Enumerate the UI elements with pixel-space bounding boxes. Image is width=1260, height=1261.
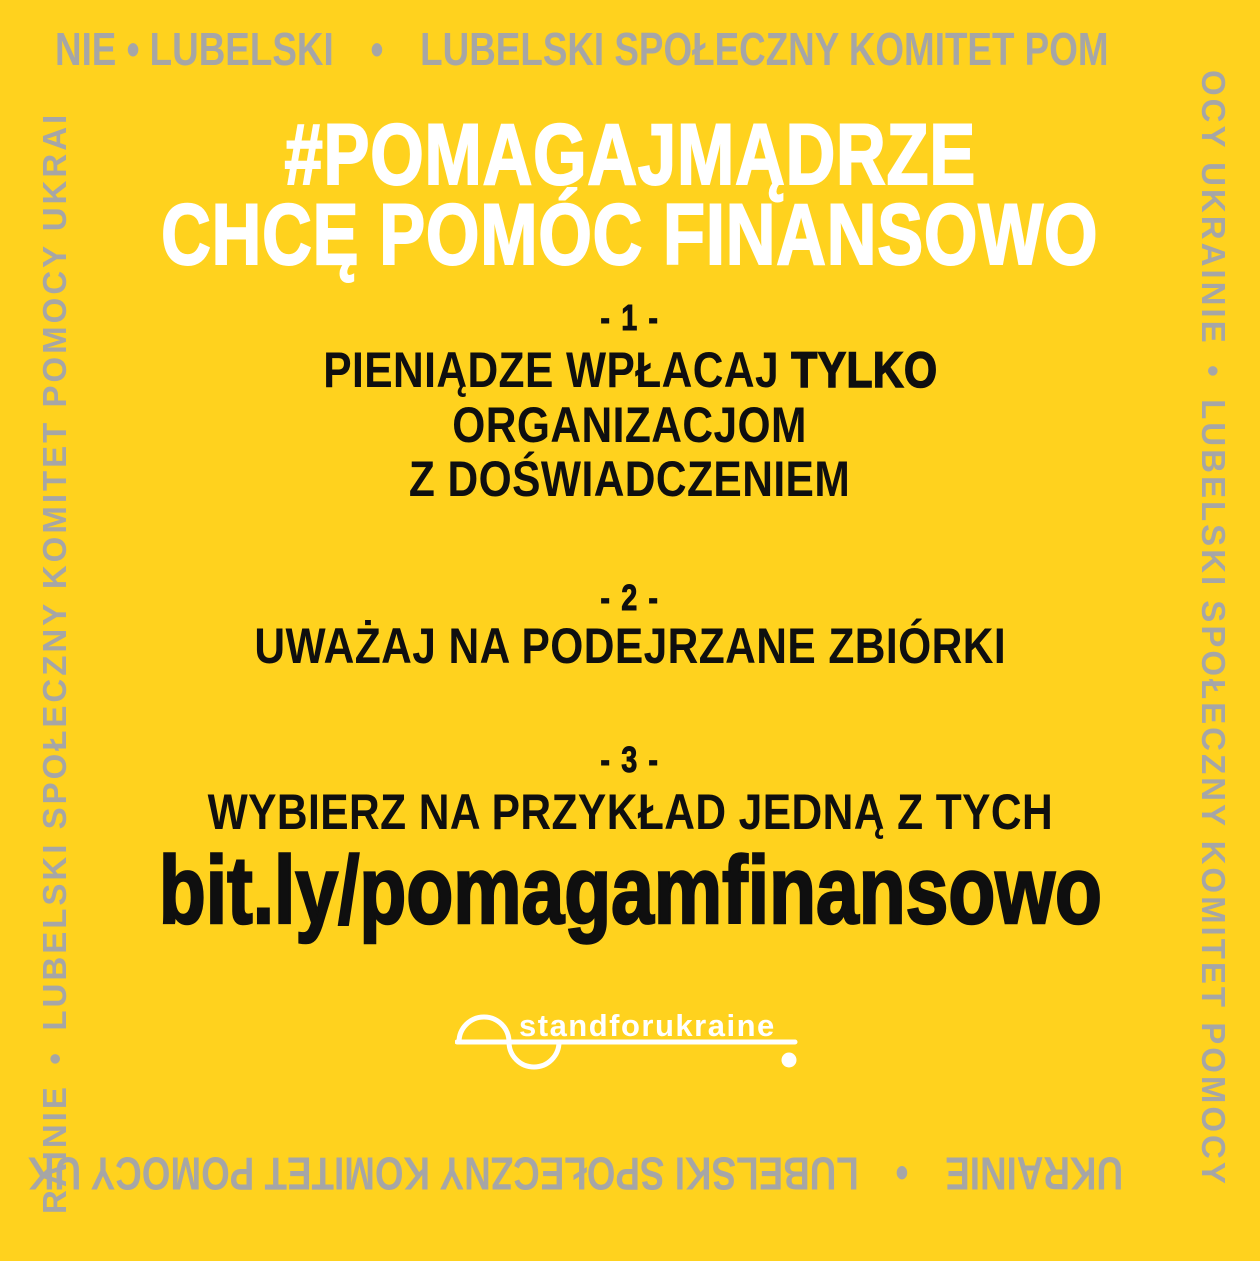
border-text-right-label: OCY UKRAINIE • LUBELSKI SPOŁECZNY KOMITET POMOCY bbox=[1195, 70, 1232, 1187]
step3-line1-text: WYBIERZ NA PRZYKŁAD JEDNĄ Z TYCH bbox=[207, 784, 1053, 840]
step1-line2-text: ORGANIZACJOM bbox=[452, 397, 808, 453]
step2-marker bbox=[0, 577, 1260, 619]
bitly-link[interactable] bbox=[0, 837, 1260, 944]
step2-line1-text: UWAŻAJ NA PODEJRZANE ZBIÓRKI bbox=[254, 618, 1006, 674]
border-text-left-label: RAINIE • LUBELSKI SPOŁECZNY KOMITET POMOCY UKRAI bbox=[36, 111, 73, 1214]
step1-line1-text: PIENIĄDZE WPŁACAJ bbox=[322, 342, 779, 398]
border-text-top bbox=[55, 24, 1260, 75]
step1-line1 bbox=[0, 342, 1260, 398]
step1-marker-text: - 1 - bbox=[600, 297, 660, 338]
step1-line3-text: Z DOŚWIADCZENIEM bbox=[409, 451, 851, 507]
step1-line2 bbox=[0, 397, 1260, 453]
step2-line1 bbox=[0, 618, 1260, 674]
border-text-bottom-label: UKRAINIE • LUBELSKI SPOŁECZNY KOMITET POMOCY UK bbox=[27, 1147, 1124, 1200]
title-line-1 bbox=[0, 107, 1260, 203]
step1-line3 bbox=[0, 451, 1260, 507]
step1-marker bbox=[0, 297, 1260, 339]
step1-line1-bold-text: TYLKO bbox=[790, 342, 938, 398]
step3-marker bbox=[0, 739, 1260, 781]
step3-marker-text: - 3 - bbox=[600, 739, 660, 780]
standforukraine-logo bbox=[455, 1000, 807, 1078]
step2-marker-text: - 2 - bbox=[600, 577, 660, 618]
title-line-2 bbox=[0, 187, 1260, 283]
bitly-link-text[interactable]: bit.ly/pomagamfinansowo bbox=[158, 837, 1102, 944]
border-text-top-label: NIE • LUBELSKI • LUBELSKI SPOŁECZNY KOMITET POM bbox=[55, 23, 1109, 75]
title-line-1-text: #POMAGAJMĄDRZE bbox=[284, 107, 976, 203]
logo-dot-icon bbox=[782, 1053, 797, 1068]
title-line-2-text: CHCĘ POMÓC FINANSOWO bbox=[161, 187, 1099, 283]
border-text-bottom bbox=[0, 1148, 1260, 1199]
step3-line1 bbox=[0, 784, 1260, 840]
standforukraine-logo-text: standforukraine bbox=[519, 1008, 776, 1043]
